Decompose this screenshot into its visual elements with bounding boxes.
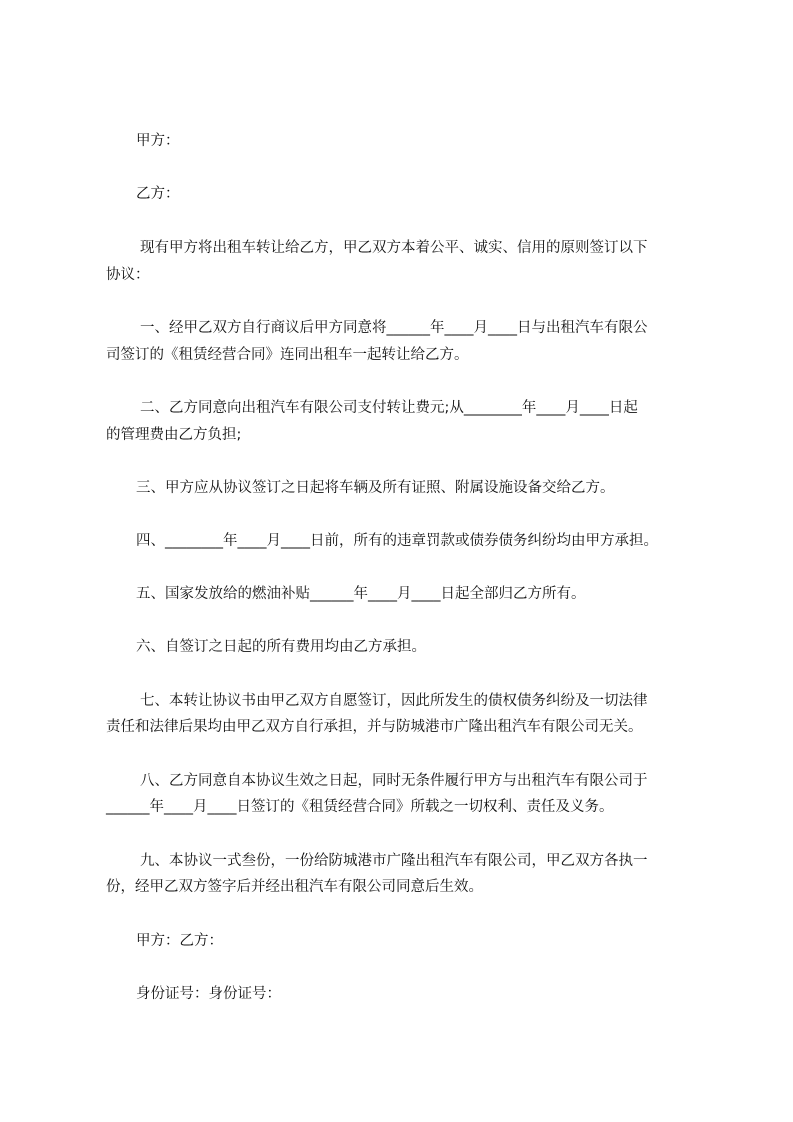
clause-5: 五、国家发放给的燃油补贴______年____月____日起全部归乙方所有。 [136,586,586,602]
party-b-label: 乙方： [136,186,180,202]
clause-2-line-1: 二、乙方同意向出租汽车有限公司支付转让费元;从________年____月____日起 [140,400,638,416]
clause-4: 四、________年____月____日前，所有的违章罚款或债券债务纠纷均由甲方承担。 [136,533,658,549]
party-a-label: 甲方： [136,133,180,149]
clause-6: 六、自签订之日起的所有费用均由乙方承担。 [136,639,426,655]
intro-line-1: 现有甲方将出租车转让给乙方，甲乙双方本着公平、诚实、信用的原则签订以下 [140,240,648,256]
intro-line-2: 协议： [106,267,150,283]
clause-8-line-1: 八、乙方同意自本协议生效之日起，同时无条件履行甲方与出租汽车有限公司于 [140,773,648,789]
clause-1-line-1: 一、经甲乙双方自行商议后甲方同意将______年____月____日与出租汽车有限公 [140,320,648,336]
clause-9-line-1: 九、本协议一式叁份，一份给防城港市广隆出租汽车有限公司，甲乙双方各执一 [140,853,648,869]
clause-3: 三、甲方应从协议签订之日起将车辆及所有证照、附属设施设备交给乙方。 [136,480,615,496]
clause-2-line-2: 的管理费由乙方负担; [106,427,242,443]
clause-1-line-2: 司签订的《租赁经营合同》连同出租车一起转让给乙方。 [106,347,469,363]
clause-7-line-2: 责任和法律后果均由甲乙双方自行承担，并与防城港市广隆出租汽车有限公司无关。 [106,719,643,735]
clause-8-line-2: ______年____月____日签订的《租赁经营合同》所载之一切权利、责任及义务。 [106,799,614,815]
signature-line: 甲方：乙方： [136,933,223,949]
clause-7-line-1: 七、本转让协议书由甲乙双方自愿签订，因此所发生的债权债务纠纷及一切法律 [140,693,648,709]
id-number-line: 身份证号：身份证号： [136,986,281,1002]
clause-9-line-2: 份，经甲乙双方签字后并经出租汽车有限公司同意后生效。 [106,879,483,895]
